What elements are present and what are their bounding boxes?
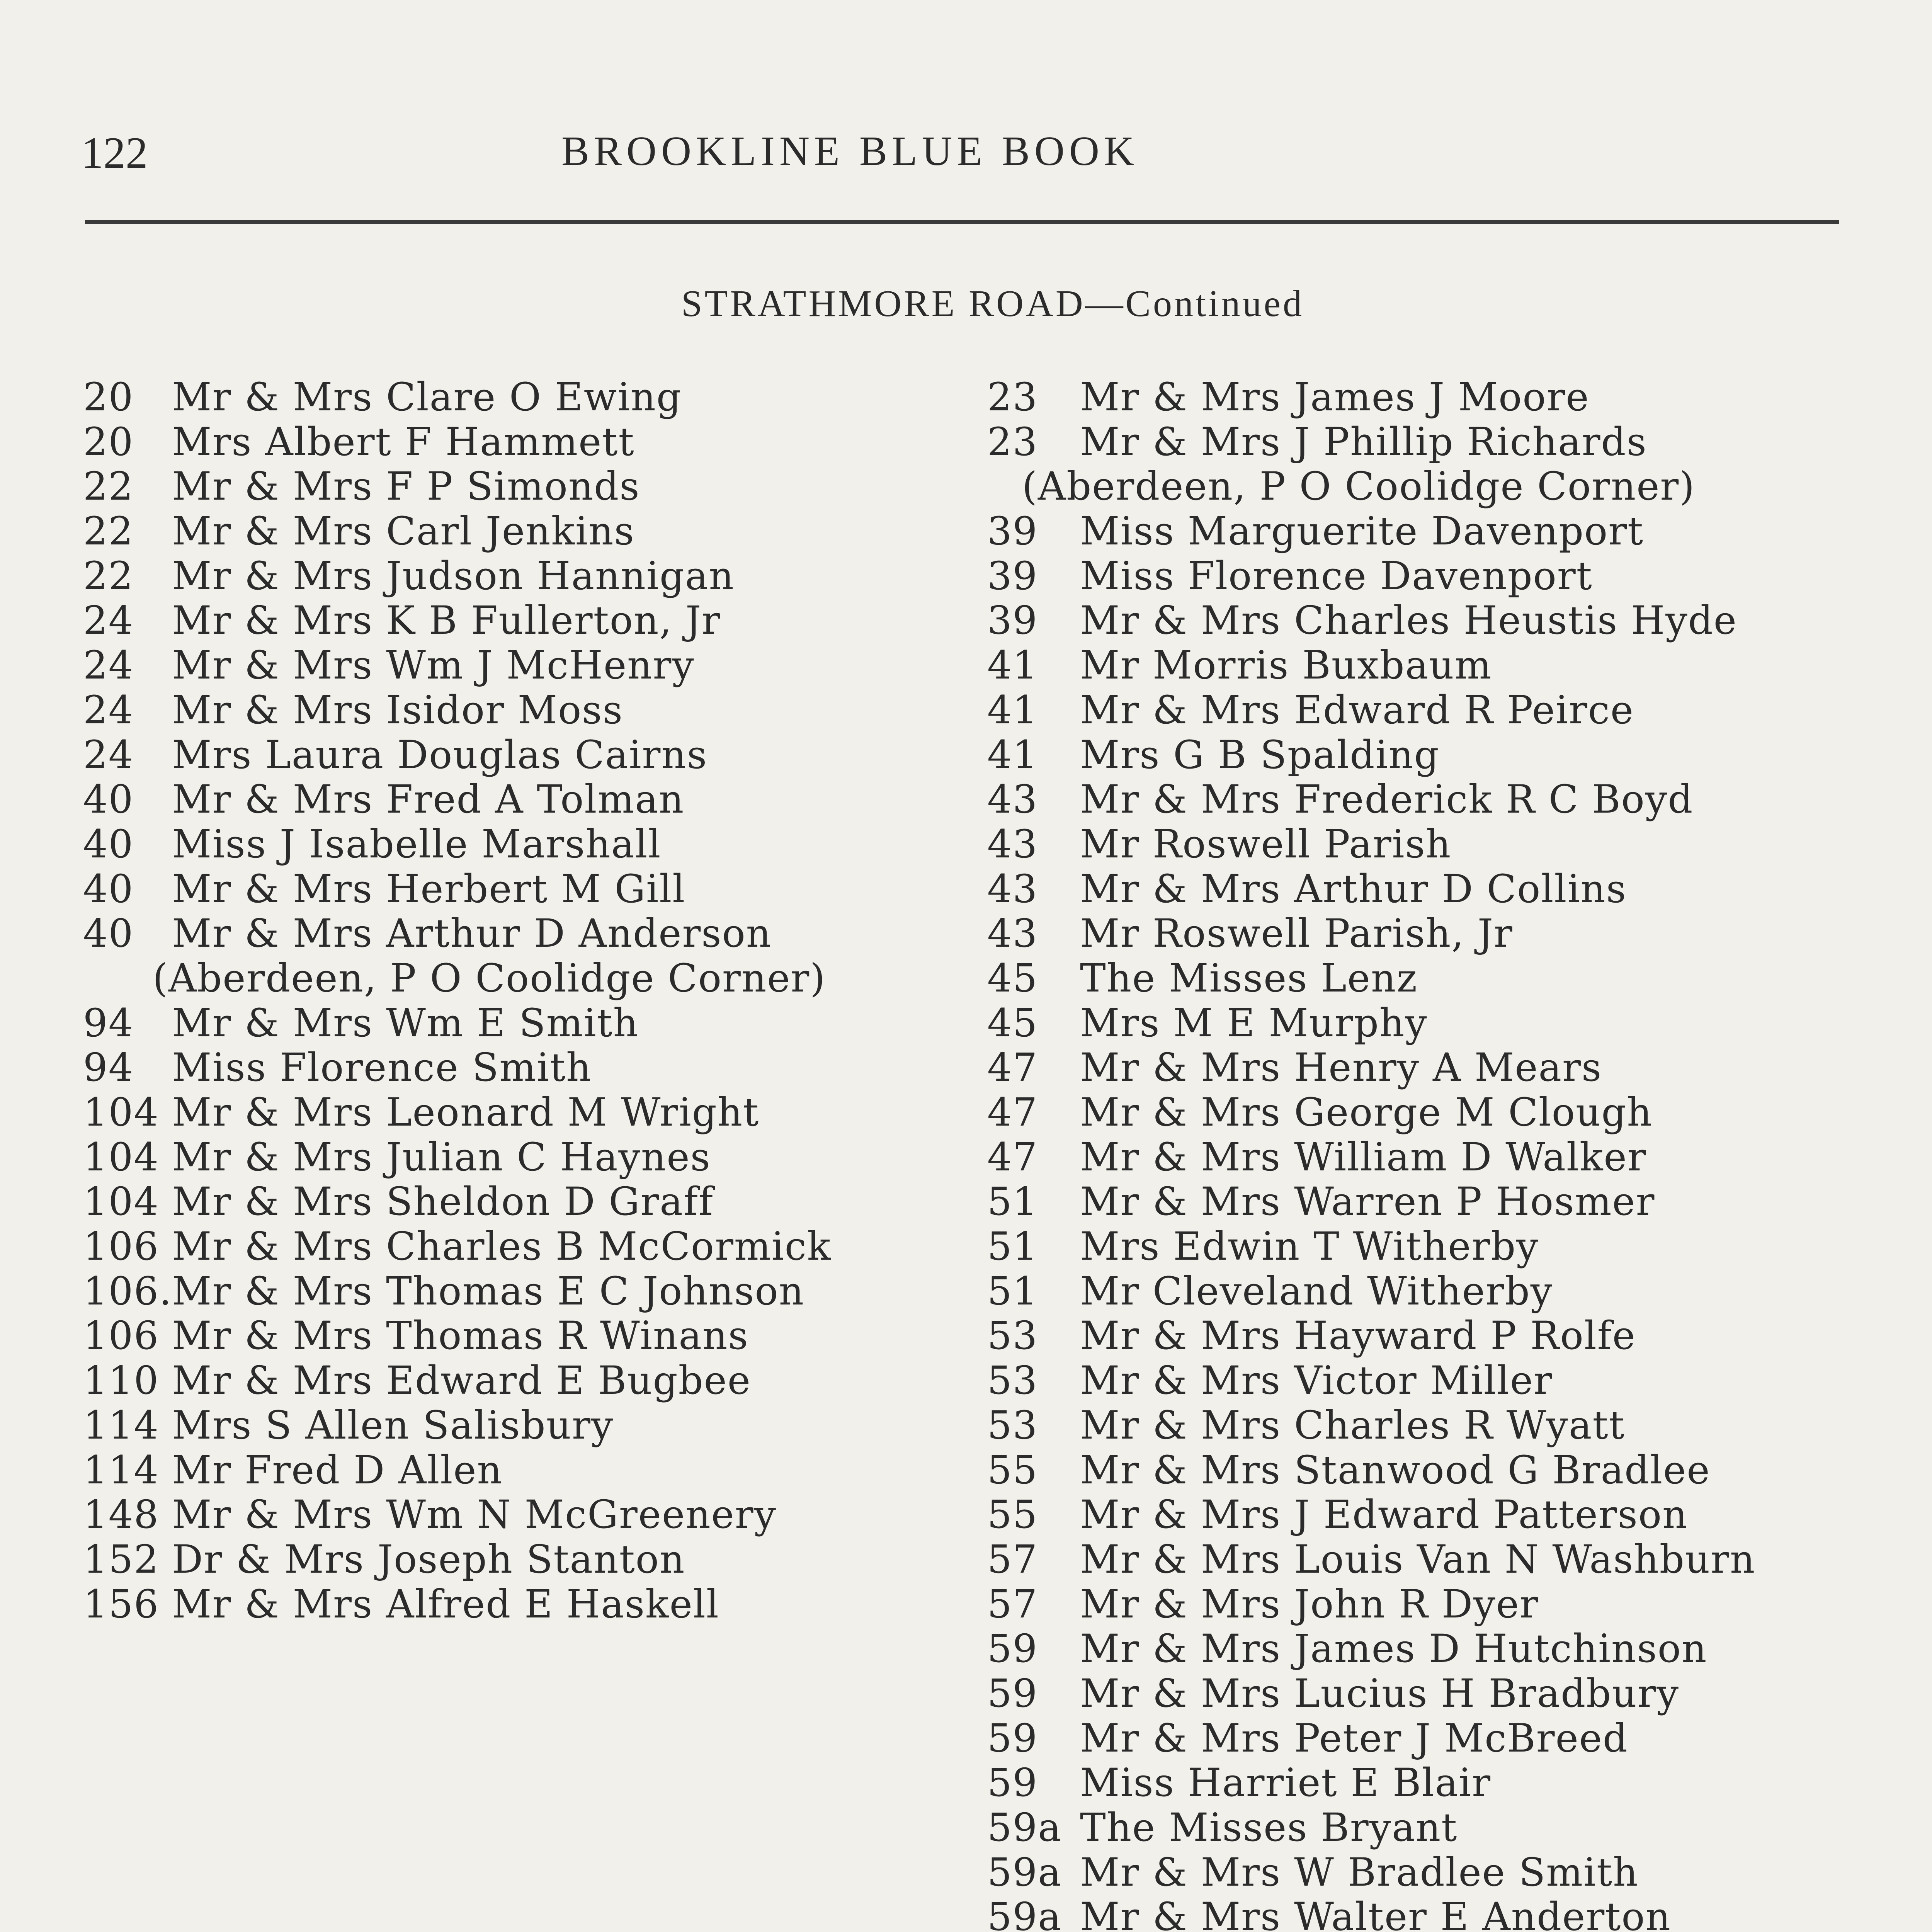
house-number: 104 bbox=[83, 1179, 159, 1225]
directory-entry bbox=[83, 911, 964, 956]
house-number: 114 bbox=[83, 1402, 159, 1448]
resident-name: Miss Florence Davenport bbox=[1080, 553, 1593, 599]
directory-entry bbox=[987, 1850, 1932, 1895]
directory-entry bbox=[987, 777, 1932, 822]
house-number: 45 bbox=[987, 1000, 1038, 1046]
house-number: 94 bbox=[83, 1045, 134, 1090]
resident-name: Mr & Mrs Warren P Hosmer bbox=[1080, 1179, 1655, 1225]
house-number: 53 bbox=[987, 1358, 1038, 1403]
house-number: 51 bbox=[987, 1179, 1038, 1225]
house-number: 106 bbox=[83, 1224, 159, 1269]
entry-note: (Aberdeen, P O Coolidge Corner) bbox=[1022, 464, 1696, 509]
directory-entry bbox=[83, 1001, 964, 1046]
resident-name: Mr & Mrs Victor Miller bbox=[1080, 1358, 1553, 1403]
resident-name: Mr & Mrs John R Dyer bbox=[1080, 1581, 1539, 1627]
directory-entry bbox=[83, 867, 964, 912]
resident-name: Mr & Mrs Fred A Tolman bbox=[172, 777, 685, 822]
house-number: 94 bbox=[83, 1000, 134, 1046]
house-number: 59 bbox=[987, 1715, 1038, 1761]
resident-name: Mr & Mrs J Edward Patterson bbox=[1080, 1492, 1688, 1537]
directory-entry bbox=[987, 1001, 1932, 1046]
directory-entry bbox=[83, 509, 964, 554]
house-number: 59a bbox=[987, 1849, 1062, 1895]
house-number: 22 bbox=[83, 553, 134, 599]
house-number: 59a bbox=[987, 1805, 1062, 1850]
house-number: 45 bbox=[987, 955, 1038, 1001]
resident-name: Mr & Mrs George M Clough bbox=[1080, 1090, 1653, 1135]
directory-entry bbox=[987, 1671, 1932, 1716]
directory-entry bbox=[987, 1537, 1932, 1582]
resident-name: Mr Cleveland Witherby bbox=[1080, 1268, 1553, 1314]
house-number: 156 bbox=[83, 1581, 159, 1627]
directory-entry bbox=[83, 1358, 964, 1403]
directory-entry bbox=[987, 1805, 1932, 1850]
directory-entry bbox=[83, 1269, 964, 1314]
resident-name: Mr & Mrs Isidor Moss bbox=[172, 687, 623, 733]
resident-name: Miss Harriet E Blair bbox=[1080, 1760, 1492, 1806]
resident-name: Mrs Edwin T Witherby bbox=[1080, 1224, 1539, 1269]
directory-entry bbox=[987, 1716, 1932, 1761]
house-number: 152 bbox=[83, 1536, 159, 1582]
resident-name: Mr & Mrs Charles R Wyatt bbox=[1080, 1402, 1625, 1448]
directory-entry bbox=[987, 867, 1932, 912]
directory-entry bbox=[83, 733, 964, 777]
house-number: 39 bbox=[987, 598, 1038, 643]
resident-name: Mrs G B Spalding bbox=[1080, 732, 1440, 777]
resident-name: Mr & Mrs Thomas R Winans bbox=[172, 1313, 749, 1359]
house-number: 47 bbox=[987, 1134, 1038, 1180]
directory-entry bbox=[83, 777, 964, 822]
directory-entry bbox=[987, 375, 1932, 420]
directory-entry bbox=[83, 956, 964, 1001]
resident-name: Mr & Mrs Stanwood G Bradlee bbox=[1080, 1447, 1711, 1493]
house-number: 40 bbox=[83, 911, 134, 956]
house-number: 43 bbox=[987, 821, 1038, 867]
resident-name: Mr Roswell Parish, Jr bbox=[1080, 911, 1513, 956]
directory-entry bbox=[987, 1760, 1932, 1805]
directory-entry bbox=[987, 1090, 1932, 1135]
section-title: STRATHMORE ROAD—Continued bbox=[681, 283, 1304, 325]
house-number: 24 bbox=[83, 687, 134, 733]
house-number: 39 bbox=[987, 509, 1038, 554]
resident-name: Miss J Isabelle Marshall bbox=[172, 821, 662, 867]
house-number: 106. bbox=[83, 1268, 172, 1314]
resident-name: Mr & Mrs Herbert M Gill bbox=[172, 866, 686, 912]
resident-name: Mr & Mrs Hayward P Rolfe bbox=[1080, 1313, 1636, 1359]
house-number: 55 bbox=[987, 1492, 1038, 1537]
resident-name: Mr & Mrs Henry A Mears bbox=[1080, 1045, 1602, 1090]
directory-entry bbox=[83, 1403, 964, 1448]
resident-name: Mr & Mrs Leonard M Wright bbox=[172, 1090, 760, 1135]
directory-entry bbox=[987, 1626, 1932, 1671]
resident-name: Mr & Mrs Louis Van N Washburn bbox=[1080, 1536, 1756, 1582]
directory-entry bbox=[987, 1358, 1932, 1403]
house-number: 47 bbox=[987, 1090, 1038, 1135]
house-number: 40 bbox=[83, 821, 134, 867]
directory-entry bbox=[987, 1582, 1932, 1627]
house-number: 23 bbox=[987, 374, 1038, 420]
directory-entry bbox=[83, 1179, 964, 1224]
directory-entry bbox=[987, 598, 1932, 643]
directory-entry bbox=[987, 464, 1932, 509]
resident-name: Mr & Mrs Edward R Peirce bbox=[1080, 687, 1634, 733]
house-number: 43 bbox=[987, 866, 1038, 912]
resident-name: Mr & Mrs Charles Heustis Hyde bbox=[1080, 598, 1737, 643]
header-rule bbox=[85, 220, 1839, 224]
resident-name: Dr & Mrs Joseph Stanton bbox=[172, 1536, 685, 1582]
directory-entry bbox=[83, 1045, 964, 1090]
resident-name: Mrs Laura Douglas Cairns bbox=[172, 732, 708, 777]
resident-name: Mr & Mrs William D Walker bbox=[1080, 1134, 1647, 1180]
house-number: 43 bbox=[987, 777, 1038, 822]
directory-entry bbox=[987, 1269, 1932, 1314]
entry-note: (Aberdeen, P O Coolidge Corner) bbox=[153, 955, 826, 1001]
resident-name: Mr & Mrs James J Moore bbox=[1080, 374, 1590, 420]
resident-name: Mrs M E Murphy bbox=[1080, 1000, 1428, 1046]
resident-name: Mr & Mrs James D Hutchinson bbox=[1080, 1626, 1708, 1672]
directory-entry bbox=[987, 1492, 1932, 1537]
house-number: 104 bbox=[83, 1090, 159, 1135]
resident-name: Mrs Albert F Hammett bbox=[172, 419, 635, 464]
house-number: 24 bbox=[83, 598, 134, 643]
resident-name: Mr & Mrs Thomas E C Johnson bbox=[172, 1268, 805, 1314]
resident-name: Mr Roswell Parish bbox=[1080, 821, 1452, 867]
house-number: 22 bbox=[83, 509, 134, 554]
left-directory-column bbox=[83, 375, 964, 1626]
resident-name: Mr & Mrs Arthur D Anderson bbox=[172, 911, 772, 956]
directory-entry bbox=[987, 822, 1932, 867]
resident-name: Miss Florence Smith bbox=[172, 1045, 592, 1090]
house-number: 57 bbox=[987, 1536, 1038, 1582]
directory-entry bbox=[83, 688, 964, 733]
house-number: 47 bbox=[987, 1045, 1038, 1090]
house-number: 51 bbox=[987, 1224, 1038, 1269]
directory-entry bbox=[987, 1135, 1932, 1180]
directory-entry bbox=[987, 1179, 1932, 1224]
directory-entry bbox=[83, 643, 964, 688]
house-number: 23 bbox=[987, 419, 1038, 464]
resident-name: Mrs S Allen Salisbury bbox=[172, 1402, 614, 1448]
directory-entry bbox=[83, 420, 964, 464]
directory-entry bbox=[987, 509, 1932, 554]
directory-entry bbox=[83, 375, 964, 420]
resident-name: Mr & Mrs K B Fullerton, Jr bbox=[172, 598, 721, 643]
directory-entry bbox=[83, 822, 964, 867]
resident-name: Mr & Mrs Lucius H Bradbury bbox=[1080, 1670, 1680, 1716]
house-number: 22 bbox=[83, 464, 134, 509]
resident-name: Mr & Mrs Carl Jenkins bbox=[172, 509, 635, 554]
directory-entry bbox=[83, 554, 964, 599]
directory-entry bbox=[83, 598, 964, 643]
resident-name: Mr & Mrs F P Simonds bbox=[172, 464, 640, 509]
house-number: 41 bbox=[987, 643, 1038, 688]
directory-entry bbox=[83, 1090, 964, 1135]
house-number: 20 bbox=[83, 374, 134, 420]
house-number: 57 bbox=[987, 1581, 1038, 1627]
resident-name: Mr & Mrs Charles B McCormick bbox=[172, 1224, 832, 1269]
directory-entry bbox=[987, 911, 1932, 956]
house-number: 40 bbox=[83, 866, 134, 912]
directory-entry bbox=[987, 1403, 1932, 1448]
resident-name: Mr & Mrs Wm N McGreenery bbox=[172, 1492, 777, 1537]
directory-entry bbox=[83, 1224, 964, 1269]
house-number: 24 bbox=[83, 643, 134, 688]
directory-entry bbox=[987, 420, 1932, 464]
house-number: 104 bbox=[83, 1134, 159, 1180]
directory-entry bbox=[987, 554, 1932, 599]
resident-name: Mr & Mrs Clare O Ewing bbox=[172, 374, 682, 420]
directory-entry bbox=[83, 1313, 964, 1358]
right-directory-column bbox=[987, 375, 1932, 1932]
resident-name: Mr & Mrs Frederick R C Boyd bbox=[1080, 777, 1694, 822]
house-number: 41 bbox=[987, 687, 1038, 733]
directory-entry bbox=[987, 1045, 1932, 1090]
house-number: 59 bbox=[987, 1626, 1038, 1672]
house-number: 59 bbox=[987, 1670, 1038, 1716]
resident-name: The Misses Bryant bbox=[1080, 1805, 1458, 1850]
resident-name: Mr & Mrs Sheldon D Graff bbox=[172, 1179, 714, 1225]
resident-name: Mr & Mrs Edward E Bugbee bbox=[172, 1358, 751, 1403]
house-number: 106 bbox=[83, 1313, 159, 1359]
house-number: 148 bbox=[83, 1492, 159, 1537]
directory-entry bbox=[83, 1448, 964, 1493]
resident-name: Mr & Mrs Judson Hannigan bbox=[172, 553, 735, 599]
resident-name: Mr & Mrs Peter J McBreed bbox=[1080, 1715, 1628, 1761]
resident-name: Mr & Mrs Julian C Haynes bbox=[172, 1134, 711, 1180]
house-number: 43 bbox=[987, 911, 1038, 956]
house-number: 59 bbox=[987, 1760, 1038, 1806]
resident-name: Mr Morris Buxbaum bbox=[1080, 643, 1492, 688]
house-number: 110 bbox=[83, 1358, 159, 1403]
directory-entry bbox=[83, 464, 964, 509]
directory-entry bbox=[83, 1135, 964, 1180]
house-number: 20 bbox=[83, 419, 134, 464]
resident-name: Mr & Mrs Wm E Smith bbox=[172, 1000, 639, 1046]
directory-entry bbox=[987, 733, 1932, 777]
directory-entry bbox=[83, 1582, 964, 1627]
resident-name: The Misses Lenz bbox=[1080, 955, 1418, 1001]
resident-name: Mr & Mrs J Phillip Richards bbox=[1080, 419, 1647, 464]
house-number: 41 bbox=[987, 732, 1038, 777]
resident-name: Mr Fred D Allen bbox=[172, 1447, 503, 1493]
house-number: 53 bbox=[987, 1313, 1038, 1359]
directory-entry bbox=[83, 1537, 964, 1582]
house-number: 39 bbox=[987, 553, 1038, 599]
directory-entry bbox=[987, 643, 1932, 688]
running-title: BROOKLINE BLUE BOOK bbox=[561, 128, 1139, 174]
directory-entry bbox=[987, 1224, 1932, 1269]
house-number: 59a bbox=[987, 1894, 1062, 1932]
resident-name: Mr & Mrs Wm J McHenry bbox=[172, 643, 695, 688]
house-number: 24 bbox=[83, 732, 134, 777]
house-number: 55 bbox=[987, 1447, 1038, 1493]
house-number: 53 bbox=[987, 1402, 1038, 1448]
directory-entry bbox=[987, 1895, 1932, 1932]
directory-entry bbox=[987, 688, 1932, 733]
house-number: 51 bbox=[987, 1268, 1038, 1314]
resident-name: Mr & Mrs Alfred E Haskell bbox=[172, 1581, 719, 1627]
directory-entry bbox=[987, 1313, 1932, 1358]
directory-entry bbox=[987, 1448, 1932, 1493]
page-number: 122 bbox=[81, 128, 148, 177]
directory-entry bbox=[83, 1492, 964, 1537]
resident-name: Mr & Mrs Arthur D Collins bbox=[1080, 866, 1627, 912]
resident-name: Miss Marguerite Davenport bbox=[1080, 509, 1644, 554]
house-number: 114 bbox=[83, 1447, 159, 1493]
house-number: 40 bbox=[83, 777, 134, 822]
directory-entry bbox=[987, 956, 1932, 1001]
resident-name: Mr & Mrs Walter E Anderton bbox=[1080, 1894, 1671, 1932]
resident-name: Mr & Mrs W Bradlee Smith bbox=[1080, 1849, 1639, 1895]
